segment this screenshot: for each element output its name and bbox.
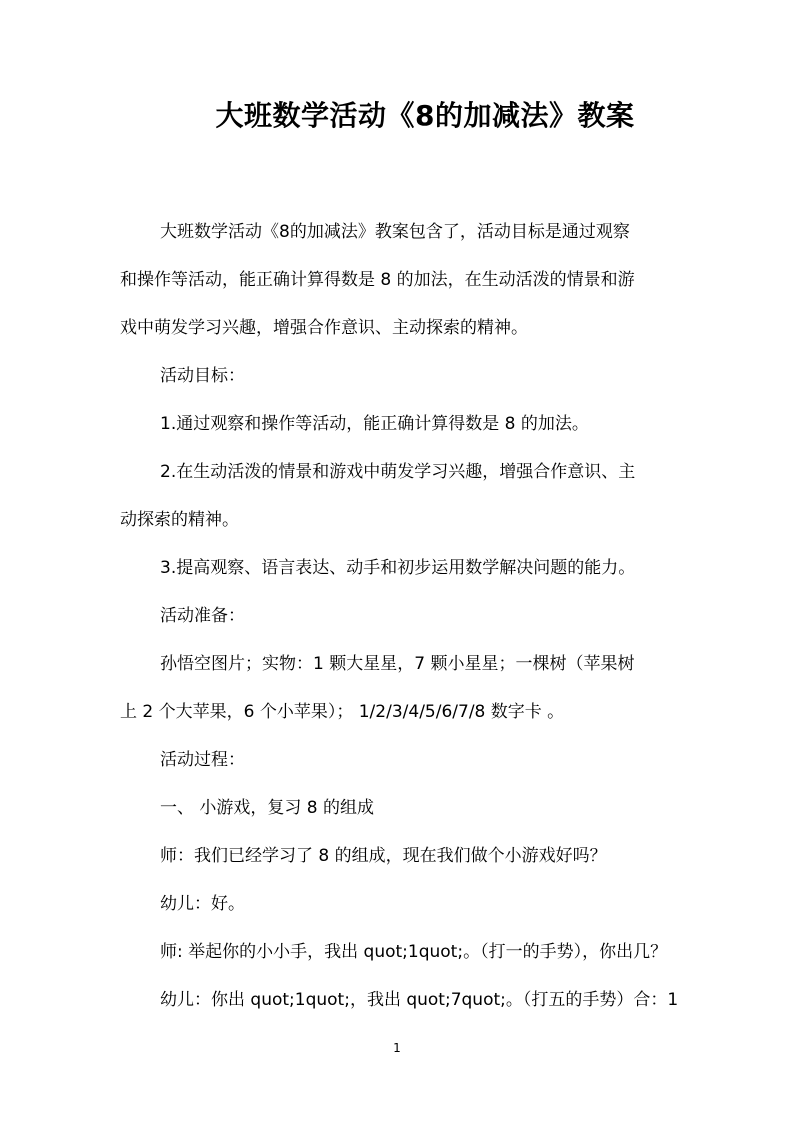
paragraph-line: 和操作等活动，能正确计算得数是 8 的加法，在生动活泼的情景和游: [120, 270, 635, 290]
subsection-heading: 一、 小游戏，复习 8 的组成: [160, 798, 375, 818]
document-title: 大班数学活动《8的加减法》教案: [215, 99, 635, 132]
section-heading: 活动过程：: [160, 750, 245, 770]
paragraph-line: 大班数学活动《8的加减法》教案包含了，活动目标是通过观察: [160, 222, 630, 242]
dialogue-line: 师: 举起你的小小手，我出 quot;1quot;。（打一的手势），你出几？: [160, 942, 668, 962]
list-item: 3.提高观察、语言表达、动手和初步运用数学解决问题的能力。: [160, 558, 636, 578]
page-number: 1: [393, 1041, 401, 1055]
paragraph-line: 孙悟空图片；实物：1 颗大星星，7 颗小星星；一棵树（苹果树: [160, 654, 635, 674]
paragraph-line: 戏中萌发学习兴趣，增强合作意识、主动探索的精神。: [120, 318, 528, 338]
dialogue-line: 幼儿：好。: [160, 894, 245, 914]
section-heading: 活动目标：: [160, 366, 245, 386]
paragraph-line: 动探索的精神。: [120, 510, 239, 530]
dialogue-line: 幼儿：你出 quot;1quot;，我出 quot;7quot;。（打五的手势）合：1: [160, 990, 679, 1010]
list-item: 1.通过观察和操作等活动，能正确计算得数是 8 的加法。: [160, 414, 589, 434]
paragraph-line: 上 2 个大苹果，6 个小苹果）； 1/2/3/4/5/6/7/8 数字卡 。: [120, 702, 565, 722]
document-body: [120, 208, 685, 1024]
dialogue-line: 师：我们已经学习了 8 的组成，现在我们做个小游戏好吗？: [160, 846, 607, 866]
section-heading: 活动准备：: [160, 606, 245, 626]
list-item: 2.在生动活泼的情景和游戏中萌发学习兴趣，增强合作意识、主: [160, 462, 636, 482]
